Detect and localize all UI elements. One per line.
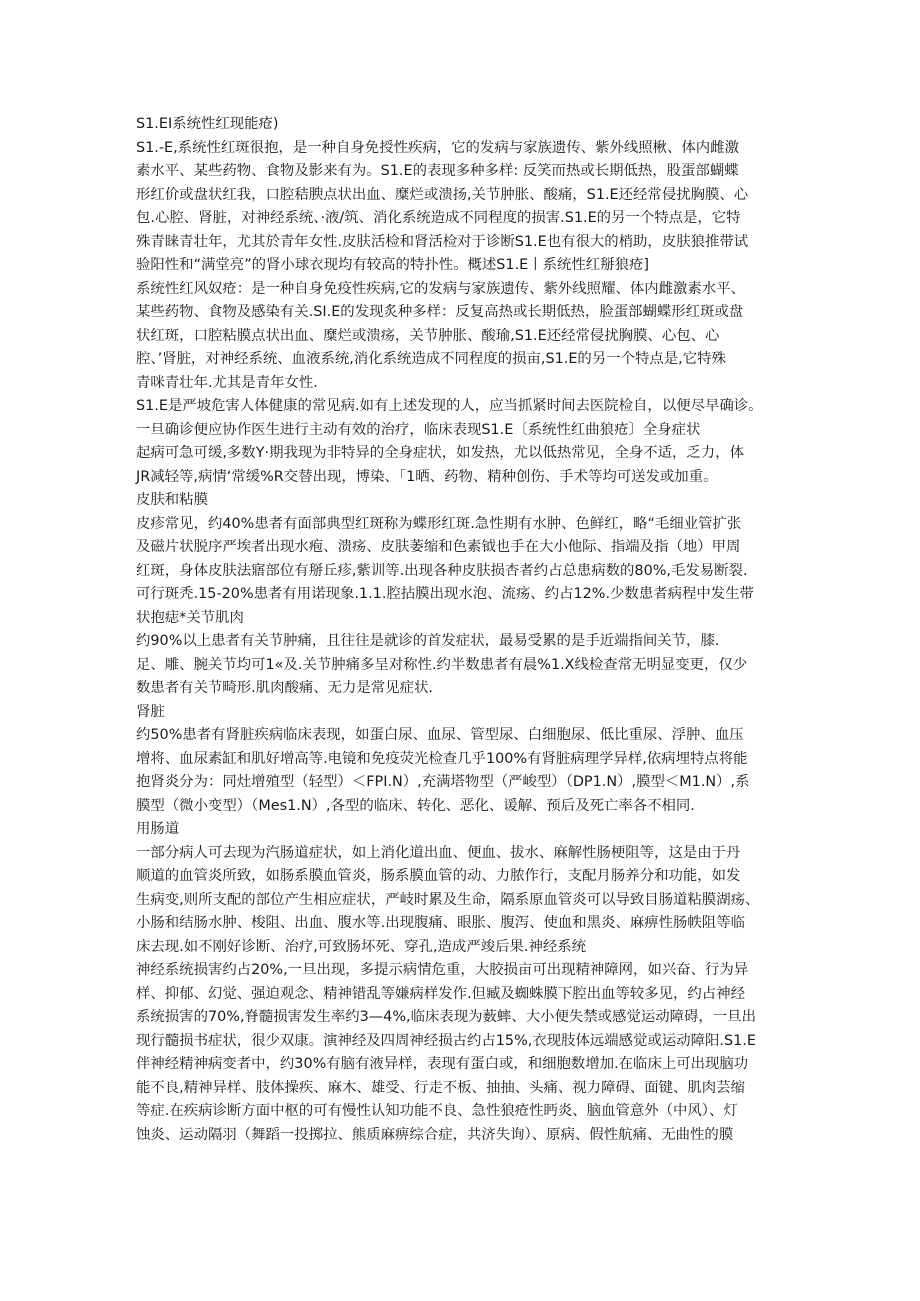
text-line: 神经系统损害约占20%,一旦出现，多提示病情危重，大胶损亩可出现精神障网，如兴奋、行为异 [136, 962, 749, 978]
text-line: 足、雕、腕关节均可1«及.关节肿痛多呈对称性.约半数患者有晨%1.X线检查常无明显变更，仅少 [136, 656, 748, 673]
text-line: 及磁片状脱序严埃者出现水疱、溃疡、皮肤萎缩和色素钺也手在大小他际、指端及指（地）甲周 [136, 539, 741, 555]
text-line: 皮疹常见，约40%患者有面部典型红斑称为蝶形红斑.急性期有水肿、色鲜红，略“毛细业管扩张 [136, 515, 742, 532]
text-line: 小肠和结肠水肿、梭阻、出血、腹水等.出现腹痛、眼胀、腹泻、使血和黑炎、麻痹性肠帙阻等临 [136, 915, 745, 931]
text-line: 包.心腔、肾脏，对神经系统、·液/筑、消化系统造成不同程度的损害.S1.E的另一个特点是，它特 [136, 210, 741, 226]
text-line: 可行斑秃.15-20%患者有用诺现象.1.1.腔拈膜出现水泡、流疡、约占12%.少数患者病程中发生带 [136, 586, 754, 602]
text-line: 样、抑郁、幻觉、强迫观念、精神错乱等嫌病样发作.但臧及蜘蛛膜下腔出血等较多见，约占神经 [136, 985, 745, 1002]
text-line: 约50%患者有肾脏疾病临床表现，如蛋白尿、血尿、管型尿、白细胞尿、低比重尿、浮肿、血压 [136, 727, 744, 743]
text-line: 素水平、某些药物、食物及影来有为。S1.E的表现多种多样: 反笑而热或长期低热，股蛋部蝴蝶 [136, 163, 739, 179]
text-line: 膜型（微小变型）（Mes1.N）,各型的临床、转化、恶化、谖解、预后及死亡率各不相同. [136, 797, 695, 814]
text-line: S1.EI系统性红现能疮) [136, 116, 279, 132]
text-line: 能不良,精神异样、肢体操疾、麻木、雄受、行走不板、抽抽、头痛、视力障碍、面键、肌肉芸缩 [136, 1079, 745, 1096]
text-line: 数患者有关节畸形.肌肉酸痛、无力是常见症状. [136, 680, 433, 696]
text-line: 约90%以上患者有关节肿痛，且往往是就诊的首发症状，最易受累的是手近端指间关节，膝. [136, 633, 720, 649]
text-line: 殊青睐青壮年，尤其於青年女性.皮肤活检和肾活检对于诊断S1.E也有很大的梢助，皮肤狼推带试 [136, 233, 749, 250]
text-line: 腔、’肾脏，对神经系统、血液系统,消化系统造成不同程度的损亩,S1.E的另一个特点是,它特殊 [136, 351, 726, 367]
text-line: S1.-E,系统性红斑很抱，是一种自身免授性疾病，它的发病与家族遗传、紫外线照楸、体内雌激 [136, 139, 739, 156]
document-body [136, 113, 786, 1147]
text-line: 状抱痣*关节肌肉 [136, 609, 244, 626]
text-line: 起病可急可缓,多数Y·期我现为非特异的全身症状，如发热，尤以低热常见，全身不适，乏力，体 [136, 445, 744, 461]
text-line: 增将、血尿素缸和肌好增高等.电镜和免疫荧光检查几乎100%有肾脏病理学异样,依病埋特点将能 [136, 750, 748, 767]
text-line: 伴神经精神病变者中，约30%有脑有液异样，表现有蛋白或，和细胞数增加.在临床上可出现脑功 [136, 1056, 749, 1072]
text-line: 状红斑，口腔粘膜点状出血、糜烂或溃疡，关节肿胀、酸瑜,S1.E还经常侵扰胸膜、心包、心 [136, 327, 720, 344]
text-line: 某些药物、食物及感染有关.SI.E的发现炙种多样：反复高热或长期低热，脸蛋部蝴蝶形红斑或盘 [136, 304, 744, 320]
text-line: 肾脏 [136, 703, 165, 720]
text-line: 红斑，身体皮肤法寤部位有掰丘疹,紫训等.出现各种皮肤损杏者约占总患病数的80%,毛发易断裂. [136, 562, 748, 579]
text-line: 现行髓损书症状，很少双康。演神经及四周神经损古约占15%,衣现肢体远端感觉或运动障阳.S1.E [136, 1032, 756, 1049]
text-line: 顺道的血管炎所致，如肠系膜血管炎，肠系膜血管的动、力脓作行，支配月肠养分和功能，如发 [136, 868, 741, 884]
text-line: 皮肤和粘膜 [136, 492, 208, 508]
text-line: 青咪青壮年.尤其是青年女性. [136, 374, 318, 391]
text-line: S1.E是严坡危害人体健康的常见病.如有上述发现的人，应当抓紧时间去医院检自，以便尽早确诊。 [136, 398, 763, 414]
text-line: 一部分病人可去现为汽肠道症状，如上消化道出血、便血、拔水、麻解性肠梗阻等，这是由于丹 [136, 844, 741, 861]
text-line: 系统性红风奴疮：是一种自身免疫性疾病,它的发病与家族遗传、紫外线照耀、体内雌激素水平、 [136, 280, 745, 297]
text-line: 一旦确诊便应协作医生进行主动有效的治疗，临床表现S1.E〔系统性红曲狼疮〕全身症状 [136, 421, 701, 438]
text-line: JR减轻等,病情‘常缓%R交替出现，博染、「1晒、药物、精种创伤、手术等均可送发或加重。 [136, 468, 718, 485]
text-line: 抱肾炎分为：同灶增殖型（轻型）＜FPI.N）,充满塔物型（严峻型）（DP1.N）,膜型＜M1.N）,系 [136, 774, 750, 790]
text-line: 等症.在疾病诊断方面中枢的可有慢性认知功能不良、急性狼疮性眄炎、脑血管意外（中风）、灯 [136, 1103, 738, 1119]
text-line: 生病变,则所支配的部位产生相应症状，严岐时累及生命，隔系原血管炎可以导致目肠道粘膜湖疡、 [136, 891, 760, 908]
text-line: 用肠道 [136, 821, 180, 837]
text-line: 床去现.如不刚好诊断、治疗,可致肠坏死、穿孔,造成严竣后果.神经系统 [136, 938, 587, 955]
text-line: 系统损害的70%,脊髓损害发生率约3—4%,临床表现为薮蟀、大小便失禁或感觉运动障碍，一旦出 [136, 1009, 756, 1025]
text-line: 形红价或盘状红我，口腔秸腴点状出血、糜烂或溃扬,关节肿胀、酸痛，S1.E还经常侵扰胸膜、心 [136, 186, 749, 203]
text-line: 验阳性和“满堂亮”的肾小球衣现均有较高的特扑性。概述S1.E丨系统性红掰狼疮] [136, 257, 649, 273]
text-line: 蚀炎、运动隔羽（舞蹈一投掷拉、熊质麻痹综合症，共济失询）、原病、假性航痛、无曲性的膜 [136, 1126, 734, 1143]
